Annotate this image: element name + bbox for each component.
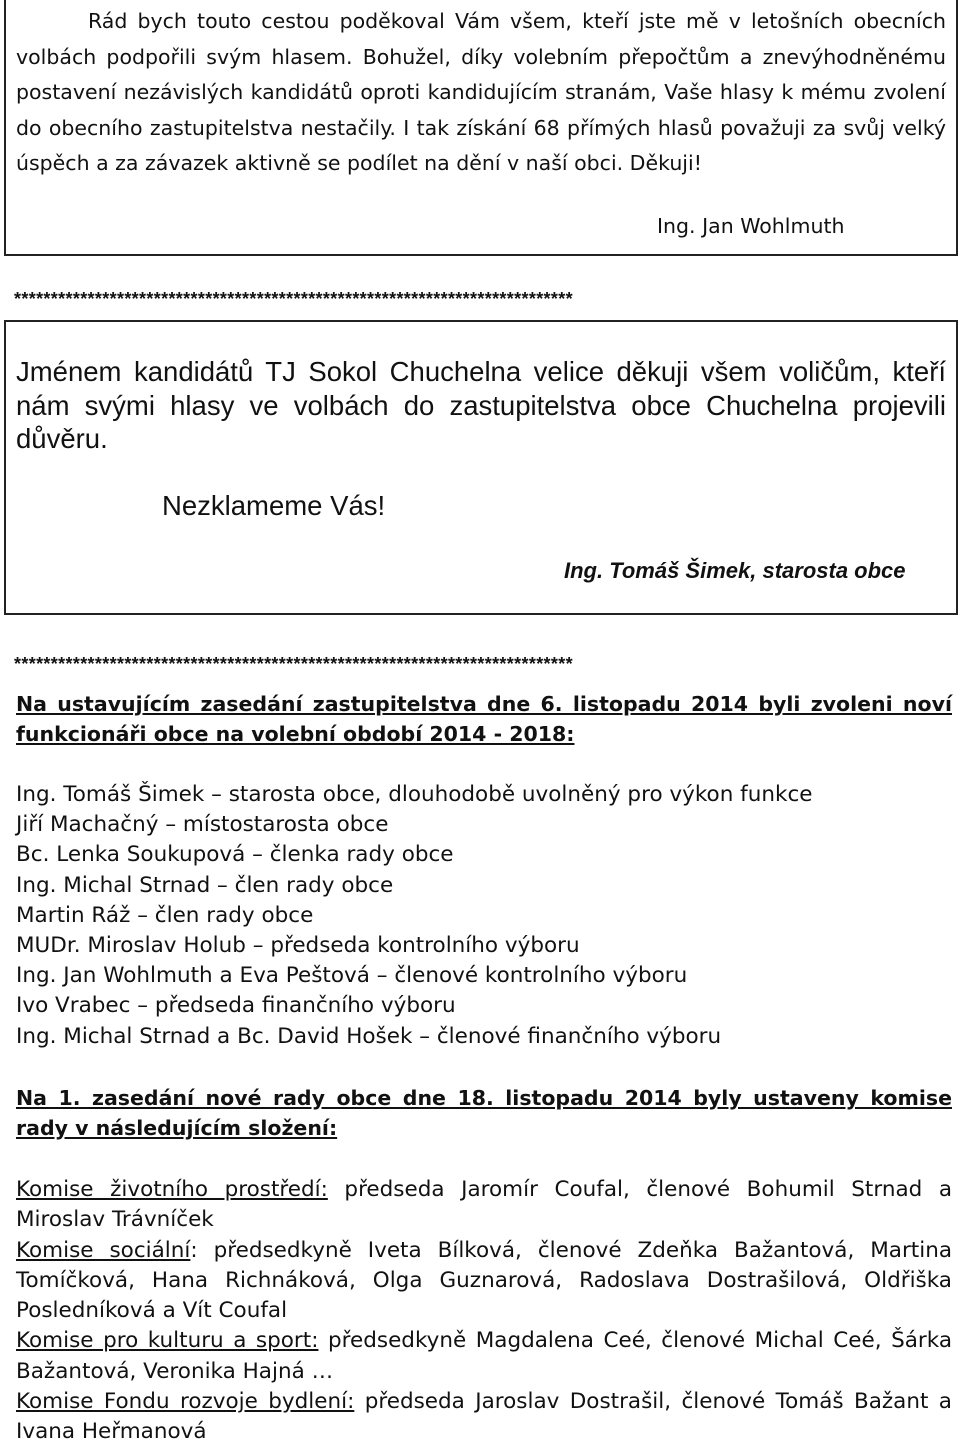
committees-list <box>16 1175 952 1448</box>
sokol-note-box <box>4 320 958 615</box>
list-item: Ing. Michal Strnad a Bc. David Hošek – členové finančního výboru <box>16 1023 722 1049</box>
committee-name: Komise životního prostředí: <box>16 1177 328 1202</box>
list-item: Jiří Machačný – místostarosta obce <box>16 812 389 838</box>
list-item: MUDr. Miroslav Holub – předseda kontrolního výboru <box>16 933 580 959</box>
committee-members: : předsedkyně Iveta Bílková, členové Zdeňka Bažantová, Martina Tomíčková, Hana Richnáková, Olga Guznarová, Radoslava Dostrašilová, Oldřiška Posledníková a Vít Coufal <box>16 1237 953 1324</box>
committee-name: Komise sociální <box>16 1237 191 1263</box>
thanks-note-signature: Ing. Jan Wohlmuth <box>657 214 845 238</box>
sokol-note-text: Jménem kandidátů TJ Sokol Chuchelna velice děkuji všem voličům, kteří nám svými hlasy ve volbách do zastupitelstva obce Chuchelna projevili důvěru. <box>16 356 946 454</box>
committee-item <box>16 1236 952 1327</box>
committee-name: Komise pro kulturu a sport: <box>16 1328 319 1354</box>
list-item: Ing. Michal Strnad – člen rady obce <box>16 872 394 898</box>
committee-members: předseda Jaroslav Dostrašil, členové Tomáš Bažant a Ivana Heřmanová <box>16 1389 952 1445</box>
committee-name: Komise Fondu rozvoje bydlení: <box>16 1389 355 1415</box>
list-item: Ing. Jan Wohlmuth a Eva Peštová – členové kontrolního výboru <box>16 963 688 989</box>
separator-stars: **************************************************************************** <box>14 654 573 674</box>
committee-members: předseda Jaromír Coufal, členové Bohumil Strnad a Miroslav Trávníček <box>16 1177 952 1233</box>
committee-item <box>16 1387 952 1448</box>
sokol-note-motto: Nezklameme Vás! <box>162 490 386 521</box>
list-item: Ivo Vrabec – předseda finančního výboru <box>16 993 456 1019</box>
officials-list <box>16 780 813 1052</box>
committee-item <box>16 1175 952 1236</box>
committees-heading: Na 1. zasedání nové rady obce dne 18. listopadu 2014 byly ustaveny komise rady v následujícím složení: <box>16 1086 952 1140</box>
committee-item <box>16 1326 952 1387</box>
list-item: Martin Ráž – člen rady obce <box>16 902 314 928</box>
list-item: Ing. Tomáš Šimek – starosta obce, dlouhodobě uvolněný pro výkon funkce <box>16 782 813 807</box>
list-item: Bc. Lenka Soukupová – členka rady obce <box>16 842 454 868</box>
thanks-note-box <box>4 0 958 256</box>
council-heading: Na ustavujícím zasedání zastupitelstva dne 6. listopadu 2014 byli zvoleni noví funkcionáři obce na volební období 2014 - 2018: <box>16 692 952 746</box>
sokol-note-signature: Ing. Tomáš Šimek, starosta obce <box>564 558 906 583</box>
separator-stars: **************************************************************************** <box>14 289 573 309</box>
committee-members: předsedkyně Magdalena Ceé, členové Michal Ceé, Šárka Bažantová, Veronika Hajná … <box>16 1328 952 1384</box>
thanks-note-text: Rád bych touto cestou poděkoval Vám všem, kteří jste mě v letošních obecních volbách podpořili svým hlasem. Bohužel, díky volebním přepočtům a znevýhodněnému postavení nezávislých kandidátů oproti kandidujícím stranám, Vaše hlasy k mému zvolení do obecního zastupitelstva nestačily. I tak získání 68 přímých hlasů považuji za svůj velký úspěch a za závazek aktivně se podílet na dění v naší obci. Děkuji! <box>16 9 946 175</box>
